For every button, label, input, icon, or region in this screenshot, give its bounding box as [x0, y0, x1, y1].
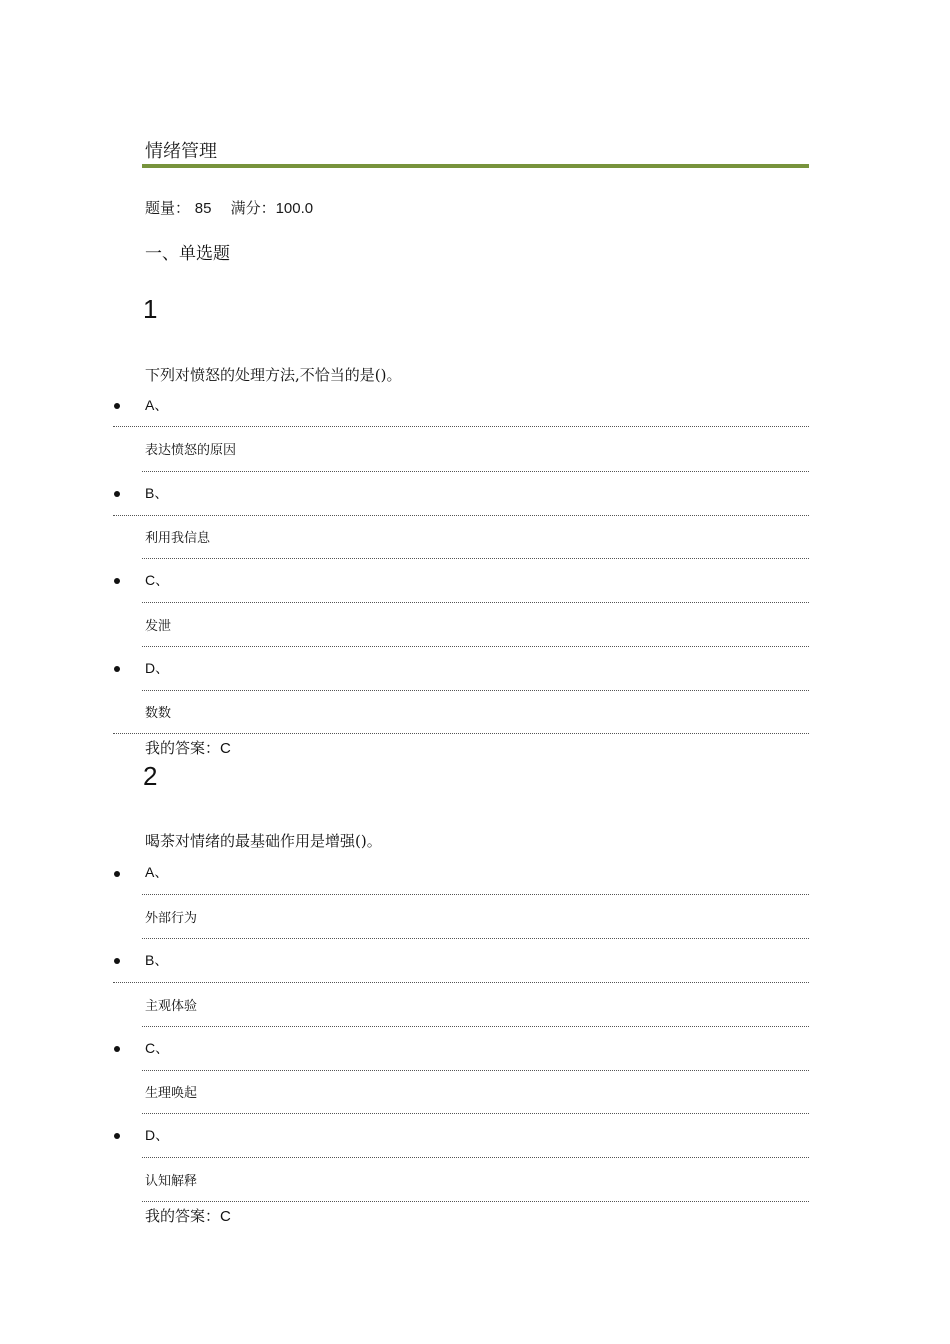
option-text-b: 主观体验 — [145, 999, 198, 1014]
option-text-a: 外部行为 — [145, 911, 198, 926]
full-score-label: 满分： — [230, 199, 276, 217]
option-label-b: B、 — [145, 485, 169, 501]
option-label-c: C、 — [145, 1040, 170, 1056]
answer-value: C — [220, 1208, 231, 1225]
my-answer — [145, 738, 231, 759]
title-underline — [142, 164, 809, 168]
dotted-separator — [142, 558, 809, 559]
option-label-a: A、 — [145, 397, 169, 413]
option-label-a: A、 — [145, 864, 169, 880]
option-label-d: D、 — [145, 660, 170, 676]
dotted-separator — [113, 733, 809, 734]
bullet-icon — [114, 666, 120, 672]
option-label-b: B、 — [145, 952, 169, 968]
option-text-c: 发泄 — [145, 619, 172, 634]
dotted-separator — [142, 938, 809, 939]
dotted-separator — [142, 602, 809, 603]
dotted-separator — [142, 1026, 809, 1027]
option-text-b: 利用我信息 — [145, 531, 211, 546]
section-heading: 一、单选题 — [145, 244, 230, 264]
question-text: 喝茶对情绪的最基础作用是增强()。 — [145, 832, 382, 850]
question-count-label: 题量： — [145, 199, 191, 217]
dotted-separator — [142, 471, 809, 472]
dotted-separator — [142, 690, 809, 691]
dotted-separator — [142, 1201, 809, 1202]
dotted-separator — [113, 426, 809, 427]
dotted-separator — [142, 1157, 809, 1158]
question-number: 2 — [143, 761, 158, 791]
dotted-separator — [142, 1070, 809, 1071]
full-score: 100.0 — [275, 200, 314, 217]
bullet-icon — [114, 871, 120, 877]
option-text-c: 生理唤起 — [145, 1086, 198, 1101]
bullet-icon — [114, 578, 120, 584]
option-text-a: 表达愤怒的原因 — [145, 443, 237, 458]
question-number: 1 — [143, 294, 158, 324]
dotted-separator — [142, 1113, 809, 1114]
option-label-d: D、 — [145, 1127, 170, 1143]
bullet-icon — [114, 491, 120, 497]
option-label-c: C、 — [145, 572, 170, 588]
option-text-d: 数数 — [145, 706, 172, 721]
dotted-separator — [113, 515, 809, 516]
question-text: 下列对愤怒的处理方法,不恰当的是()。 — [145, 366, 402, 384]
bullet-icon — [114, 1046, 120, 1052]
bullet-icon — [114, 958, 120, 964]
answer-label: 我的答案： — [145, 1207, 221, 1225]
option-text-d: 认知解释 — [145, 1174, 198, 1189]
dotted-separator — [142, 646, 809, 647]
dotted-separator — [142, 894, 809, 895]
dotted-separator — [113, 982, 809, 983]
bullet-icon — [114, 1133, 120, 1139]
bullet-icon — [114, 403, 120, 409]
document-title: 情绪管理 — [145, 141, 217, 162]
answer-label: 我的答案： — [145, 739, 221, 757]
question-count: 85 — [194, 200, 212, 217]
quiz-meta — [145, 198, 313, 219]
answer-value: C — [220, 740, 231, 757]
my-answer — [145, 1206, 231, 1227]
